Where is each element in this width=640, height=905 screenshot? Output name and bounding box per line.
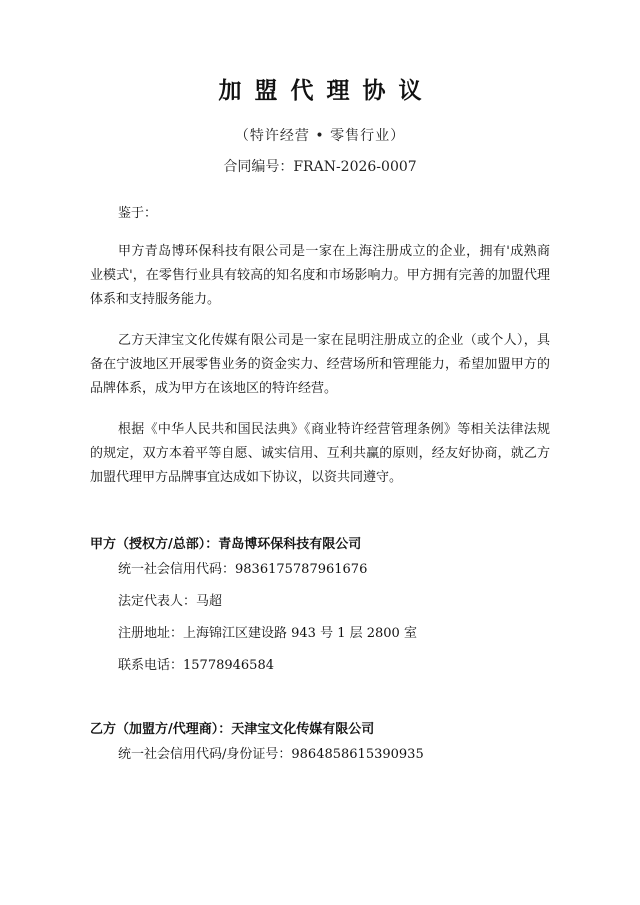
party-b-credit-code: 统一社会信用代码/身份证号：9864858615390935	[118, 747, 424, 762]
party-a-registered-address: 注册地址：上海锦江区建设路 943 号 1 层 2800 室	[118, 626, 417, 641]
party-a-phone: 联系电话：15778946584	[118, 658, 274, 673]
contract-number-value: FRAN-2026-0007	[293, 159, 417, 175]
document-title: 加盟代理协议	[218, 78, 435, 104]
preamble-paragraph-party-b: 乙方天津宝文化传媒有限公司是一家在昆明注册成立的企业（或个人），具备在宁波地区开展零售业务的资金实力、经营场所和管理能力，希望加盟甲方的品牌体系，成为甲方在该地区的特许经营。	[90, 333, 550, 396]
whereas-heading: 鉴于：	[118, 206, 158, 221]
preamble-paragraph-party-a: 甲方青岛博环保科技有限公司是一家在上海注册成立的企业，拥有'成熟商业模式'，在零售行业具有较高的知名度和市场影响力。甲方拥有完善的加盟代理体系和支持服务能力。	[90, 244, 550, 307]
contract-number-label: 合同编号：	[223, 159, 294, 175]
party-b-heading: 乙方（加盟方/代理商）：天津宝文化传媒有限公司	[90, 722, 375, 737]
contract-page	[0, 76, 640, 905]
party-a-heading: 甲方（授权方/总部）：青岛博环保科技有限公司	[90, 537, 362, 552]
contract-number	[90, 157, 550, 177]
party-a-credit-code: 统一社会信用代码：9836175787961676	[118, 562, 368, 577]
party-a-legal-representative: 法定代表人：马超	[118, 594, 223, 609]
preamble-paragraph-legal-basis: 根据《中华人民共和国民法典》《商业特许经营管理条例》等相关法律法规的规定，双方本着平等自愿、诚实信用、互利共赢的原则，经友好协商，就乙方加盟代理甲方品牌事宜达成如下协议，以资共同遵守。	[90, 422, 550, 485]
document-subtitle: （特许经营 • 零售行业）	[234, 128, 406, 144]
